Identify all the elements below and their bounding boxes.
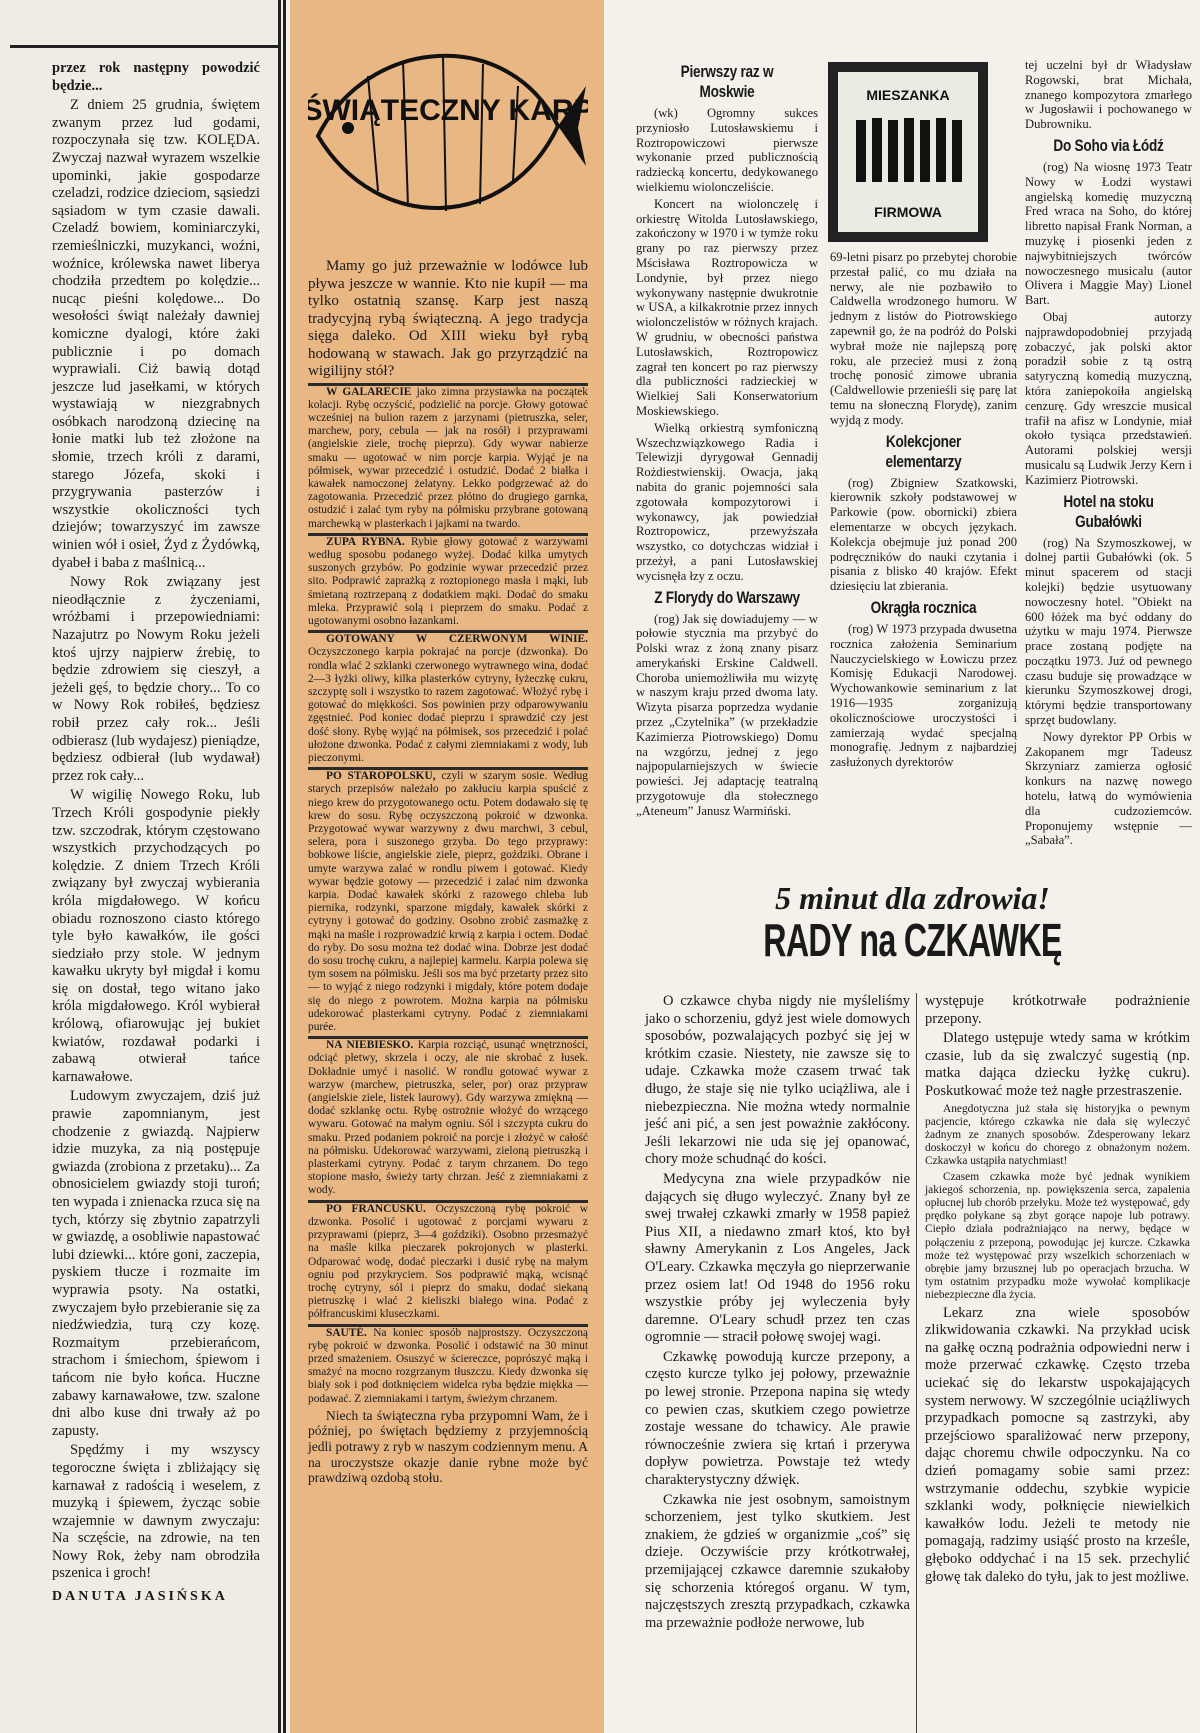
paragraph: (rog) Na wiosnę 1973 Teatr Nowy w Łodzi wystawi angielską komedię muzyczną Fred wraca na Soho, do której libretto napisał Frank Norman, a muzykę i piosenki jeden z najwybitniejszych twórców nowoczesnego musicalu (autor Olivera i Maggie May) Lionel Bart.	[1025, 159, 1192, 308]
fish-title-art	[308, 16, 588, 258]
article-hiccups	[635, 880, 1190, 1631]
recipe: PO STAROPOLSKU, czyli w szarym sosie. Według starych przepisów należało po zakłuciu karpia spuścić z niego krew do przygotowanego octu. Potem dodawało się tę krew do sosu. Rybę oczyszczoną pokroić w dzwonka. Przygotować wywar warzywny z dwu marchwi, 3 cebul, selera, pora i suszonego grzyba. Do tego przyprawy: bobkowe liście, angielskie ziele, pieprz, goździki. Obrane i umyte warzywa zalać w rondlu piwem i gotować. Kiedy wywar będzie gotowy — przecedzić i zalać nim dzwonka karpia. Dodać kawałek skórki z razowego chleba lub piernika, rodzynki, sparzone migdały, kawałek skórki z cytryny i gotować do godziny. Osobno zrobić zasmażkę z mąki na maśle i rozprowadzić krwią z karpia i octem. Dodać do ryby. Do sosu można też dodać wina. Dobrze jest dodać do sosu trochę cukru, a najlepiej karmelu. Karpia polewa się tym sosem na półmisku. Jeśli sos ma być przetarty przez sito — to wyjąć z niego rodzynki i migdały, które potem dodaje się do niego z powrotem. Można karpia na półmisku udekorować plasterkami cytryny. Podać z ziemniakami purée.	[308, 767, 588, 1034]
column-news-3	[1021, 58, 1196, 858]
paragraph: W wigilię Nowego Roku, lub Trzech Króli gospodynie piekły tzw. szczodrak, którym częstowano wszystkich przychodzących po kolędzie. Z dniem Trzech Króli związany był zwyczaj wybierania króla migdałowego. W końcu obiadu roznoszono ciasto którego tyle było kawałków, ile gości siedziało przy stole. W jednym kawałku ukryty był migdał i komu się on dostał, tego witano jako króla migdałowego. Król wybierał królową, ofiarowując jej bukiet kwiatów, rozdawał podarki i zabawą otwierał tańce karnawałowe.	[52, 787, 260, 1085]
paragraph: (rog) Jak się dowiadujemy — w połowie stycznia ma przybyć do Polski wraz z żoną znany pisarz amerykański Erskine Caldwell. Choroba uniemożliwiła mu wizytę w naszym kraju przed dwoma laty. Wizyta pisarza poprzedza wydanie przez „Czytelnika” (w przekładzie Kazimierza Piotrowskiego) Domu na wzgórzu, jednej z jego najpopularniejszych w świecie powieści. Jej adaptację teatralną przygotowuje dla stołecznego „Ateneum” Janusz Warmiński.	[636, 611, 818, 818]
paragraph: Medycyna zna wiele przypadków nie dających się długo wyleczyć. Znany był ze swej trwałej czkawki zmarły w 1958 papież Pius XII, a niedawno zmarł ktoś, kto był sławny Amerykanin z Los Angeles, Jack O'Leary. Czkawka męczyła go nieprzerwanie przez osiem lat! Od 1948 do 1956 roku wszystkie próby jej wyleczenia były daremne. O'Leary schudł przez ten czas ogromnie — stracił połowę swojej wagi.	[645, 1170, 910, 1346]
paragraph: Czasem czkawka może być jednak wynikiem jakiegoś schorzenia, np. powiększenia serca, zapalenia opłucnej lub chorób przełyku. Może też występować, gdy prędko połykane są zbyt gorące napoje lub potrawy. Ciepło działa podrażniająco na nerwy, będące w połączeniu z przeponą, powodując jej kurcze. Czkawka może też występować przy wszelkich schorzeniach w obrębie jamy brzusznej lub po operacjach brzucha. W tym ostatnim przypadku może wywołać komplikacje niebezpieczne dla życia.	[925, 1170, 1190, 1302]
paragraph: Lekarz zna wiele sposobów zlikwidowania czkawki. Na przykład ucisk na gałkę oczną podrażnia odpowiedni nerw i może przerwać czkawkę. Często trzeba uciekać się do lekarstw uspokajających system nerwowy. W szczególnie uciążliwych przypadkach pomocne są zastrzyki, aby przejściowo sparaliżować nerw przepony, dając choremu chwile odpoczynku. Na co dzień pomagamy sobie sami przez: wstrzymanie oddechu, szybkie wypicie szklanki wody, połknięcie niewielkich kawałków lodu. Jeżeli te metody nie pomagają, radzimy usiąść prosto na krześle, głęboko oddychać i na 15 sek. przechylić głowę tak daleko do tyłu, jak to jest możliwe.	[925, 1304, 1190, 1585]
headline: Hotel na stoku Gubałówki	[1063, 491, 1154, 531]
paragraph: Ludowym zwyczajem, dziś już prawie zapomnianym, jest chodzenie z gwiazdą. Najpierw idzie muzyka, za nią postępuje gwiazda (zrobiona z przetaku)... Za obnosicielem gwiazdy stoji turoń; ten wypada i znienacka rzuca się na tych, którzy się zbytnio zapatrzyli w gwiazdę, a osobliwie napastować lubi dziewki... które goni, zaczepia, pyskiem tłucze i rozmaite im wyprawia psoty. Na ostatki, zwyczajem było przebieranie się za niedźwiedzia, turą czy kozę. Rozmaitym przebierańcom, strachom i śmiechom, śpiewom i tańcom nie było końca. Huczne zabawy karnawałowe, tzw. szalone dni albo kuse dni trwały aż po zapusty.	[52, 1088, 260, 1439]
paragraph: Czkawkę powodują kurcze przepony, a często kurcze tylko jej połowy, przeważnie po lewej stronie. Przepona napina się wtedy co pewien czas, skutkiem czego powietrze zostaje wessane do tchawicy. Ale prawie równocześnie zwiera się krtań i przerywa dopływ powietrza. Powstaje też wtedy charakterystyczny dźwięk.	[645, 1348, 910, 1489]
paragraph: Z dniem 25 grudnia, świętem zwanym przez lud godami, rozpoczynała się tzw. KOLĘDA. Zwyczaj nazwał wyrazem wszelkie upominki, jakie gospodarze czeladzi, rodzice dzieciom, sąsiedzi sąsiadom w tym czasie dawali. Czeladź bowiem, kominiarczyki, rzemieślniczki, muzykanci, woźni, woźnice, królewska nawet liberya chodziła przedtem po kolędzie... nucąc pieśni kolędowe... Do wesołości świąt należały dawniej komiczne dyalogi, które żaki publicznie i po domach wyprawiali. Ciż bawią dotąd jeszcze lud jasełkami, w których wystawiają w niezgrabnych osóbkach narodzoną dziecinę na łonie matki lub też złożone na słomie, trzech króli z darami, starego Józefa, skoki i przygrywania pasterzów i wszystkie okoliczności tych dziejów; towarzyszyć im zawsze winien wół i osieł, Żyd z Żydówką, dyabeł i baba z maślnicą...	[52, 97, 260, 571]
paragraph: Koncert na wiolonczelę i orkiestrę Witolda Lutosławskiego, zakończony w 1970 i w tymże roku grany po raz pierwszy przez Mścisława Roztropowicza w Londynie, był przez niego wykonywany następnie dwukrotnie w USA, a kilkakrotnie przez innych wiolonczelistów w różnych krajach. W grudniu, w obecności państwa Lutosławskich, Roztropowicz zagrał ten koncert po raz pierwszy dla publiczności radzieckiej w Wielkiej Sali Konserwatorium Moskiewskiego.	[636, 196, 818, 418]
article-column-left	[645, 993, 910, 1634]
recipe: NA NIEBIESKO. Karpia rozciąć, usunąć wnętrzności, odciąć płetwy, skrzela i oczy, ale nie skrobać z łusek. Dokładnie umyć i nasolić. W rondlu gotować wywar z warzyw (marchew, pietruszka, seler, por) oraz przypraw (angielskie ziele, listek laurowy). Gdy warzywa zmiękną — dodać szklankę octu. Rybę ostrożnie włożyć do wrzącego wywaru. Gotować na małym ogniu. Sól i szczypta cukru do smaku. Przed podaniem pokroić na porcje i złożyć w całość na półmisku. Udekorować warzywami, zieloną pietruszką i plasterkami cytryny. Podać z tarym chrzanem. Do tego stopione masło, świeży tarty chrzan. Jeść z ziemniakami z wody.	[308, 1036, 588, 1197]
headline: Kolekcjoner elementarzy	[885, 431, 962, 471]
column-traditions	[0, 0, 286, 1733]
paragraph: Wielką orkiestrą symfoniczną Wszechzwiązkowego Radia i Telewizji dyrygował Gennadij Rożdiestwienskij. Owacja, jaką nabita do granic pojemności sala zgotowała kompozytorowi i wykonawcy, jak powiedział Roztropowicz, przewyższała wszystko, co dotychczas widział i przeżył, a pani Lutosławskiej wycisnęła łzy z oczu.	[636, 420, 818, 583]
column-karp	[290, 0, 604, 1733]
intro: Mamy go już przeważnie w lodówce lub pływa jeszcze w wannie. Kto nie kupił — ma tylko ostatnią szansę. Karp jest naszą tradycyjną rybą świąteczną. A jego tradycja sięga daleko. Od XIII wieku był rybą hodowaną w stawach. Jak go przyrządzić na wigilijny stół?	[308, 258, 588, 379]
fish-icon	[308, 16, 588, 258]
headline: Z Florydy do Warszawy	[654, 587, 800, 607]
paragraph: 69-letni pisarz po przebytej chorobie przestał palić, co mu działa na nerwy, ale nie pozbawiło to Caldwella wrodzonego humoru. W jednym z listów do Piotrowskiego zapewnił go, że na podróż do Polski wybrał może nie najlepszą porę roku, ale przecież musi z żoną trochę ponosić zimowe ubrania (Caldwellowie przenieśli się parę lat temu na słoneczną Florydę), zanim wyjdą z mody.	[830, 250, 1017, 427]
recipe: W GALARECIE jako zimna przystawka na początek kolacji. Rybę oczyścić, podzielić na porcje. Głowy gotować wcześniej na bulion razem z jarzynami (pietruszka, seler, marchew, pory, cebula — jak na rosół) i przyprawami (angielskie ziele, trochę pieprzu). Gdy wywar nabierze smaku — ugotować w nim porcje karpia. Wyjąć je na półmisek, wywar przecedzić i ostudzić. Dodać 2 białka i kawałek namoczonej żelatyny. Lekko podgrzewać aż do zagotowania. Przecedzić przez płótno do drugiego garnka, ostudzić i zalać tym ryby na półmisku przybrane gotowaną marchewką w plasterkach i jajkami na twardo.	[308, 383, 588, 531]
article-title: RADY na CZKAWKĘ	[763, 914, 1062, 966]
article-column-right	[925, 993, 1190, 1588]
recipe: ZUPA RYBNA. Rybie głowy gotować z warzywami według sposobu podanego wyżej. Dodać kilka umytych suszonych grzybów. Po godzinie wywar przecedzić przez sito. Podprawić zaprażką z roztopionego masła i mąki, lub śmietaną roztrzepaną z dodatkiem mąki. Dodać do smaku mleka. Przyprawić solą i pieprzem do smaku. Podać z ugotowanymi osobno łazankami.	[308, 533, 588, 628]
logo-top-text: MIESZANKA	[866, 87, 950, 103]
closing: Niech ta świąteczna ryba przypomni Wam, że i później, po świętach będziemy z przyjemnością jedli potrawy z ryb w naszym codziennym menu. A na uroczystsze okazje danie rybne może być prawdziwą ozdobą stołu.	[308, 1407, 588, 1486]
paragraph: (rog) Zbigniew Szatkowski, kierownik szkoły podstawowej w Parkowie (pow. obornicki) zbiera elementarze w obcych językach. Kolekcja obejmuje już ponad 200 podręczników do nauki czytania i pisania z blisko 40 krajów. Efekt dziesięciu lat zbierania.	[830, 475, 1017, 594]
column-news-2	[826, 250, 1021, 860]
logo-bottom-text: FIRMOWA	[874, 204, 942, 220]
paragraph: Obaj autorzy najprawdopodobniej przyjadą zobaczyć, jak polski aktor poradził sobie z tą ostrą satyryczną komedią muzyczną, która zaniepokoiła angielską cenzurę. Gdy wreszcie musical trafił na afisz w Londynie, miał około tysiąca przedstawień. Autorami polskiej wersji musicalu są Ludwik Jerzy Kern i Kazimierz Piotrowski.	[1025, 309, 1192, 487]
paragraph: Anegdotyczna już stała się historyjka o pewnym pacjencie, którego czkawka nie dała się wyleczyć żadnym ze znanych sposobów. Zdesperowany lekarz doskoczył w końcu do chorego z obnażonym nożem. Czkawka ustąpiła natychmiast!	[925, 1102, 1190, 1168]
headline: Do Soho via Łódź	[1053, 135, 1164, 155]
headline: Okrągła rocznica	[870, 597, 977, 617]
paragraph: występuje krótkotrwałe podrażnienie przepony.	[925, 993, 1190, 1027]
paragraph: Nowy dyrektor PP Orbis w Zakopanem mgr Tadeusz Skrzyniarz zamierza ogłosić konkurs na nazwę nowego hotelu, łatwą do wymówienia dla cudzoziemców. Proponujemy wstępnie — „Sabała”.	[1025, 729, 1192, 848]
paragraph: Czkawka nie jest osobnym, samoistnym schorzeniem, jest tylko skutkiem. Jest znakiem, że gdzieś w organizmie „coś” się dzieje. Oczywiście przy krótkotrwałej, przemijającej czkawce daremnie szukałoby się schorzenia któregoś organu. W tym, najczęstszych zresztą przypadkach, czkawka ma przeważnie podłoże nerwowe, lub	[645, 1491, 910, 1631]
paragraph: (wk) Ogromny sukces przyniosło Lutosławskiemu i Roztropowiczowi pierwsze wykonanie przed publicznością radziecką koncertu, dedykowanego wielkiemu wiolonczeliście.	[636, 106, 818, 194]
paragraph: Spędźmy i my wszyscy tegoroczne święta i zbliżający się karnawał z radością i weselem, z muzyką i śpiewem, życząc sobie wzajemnie w dawnym zwyczaju: Na sczęście, na zdrowie, na ten Nowy Rok, żeby nam obrodziła pszenica i groch!	[52, 1442, 260, 1582]
mieszanka-firmowa-logo	[828, 62, 988, 242]
paragraph: (rog) W 1973 przypada dwusetna rocznica założenia Seminarium Nauczycielskiego w Łowiczu przez Komisję Edukacji Narodowej. Wychowankowie seminarium z lat 1916—1935 zorganizują okolicznościowe uroczystości i zamierzają wydać specjalną monografię. Jednym z najbardziej zasłużonych dyrektorów	[830, 621, 1017, 770]
recipe: SAUTÉ. Na koniec sposób najprostszy. Oczyszczoną rybę pokroić w dzwonka. Posolić i odstawić na 30 minut przed smażeniem. Osuszyć w ściereczce, poprószyć mąką i smażyć na mocno rozgrzanym tłuszczu. Kiedy dzwonka się biały sok i pod dotknięciem widelca ryba będzie miękka — podawać. Z ziemniakami i tartym, świeżym chrzanem.	[308, 1324, 588, 1406]
recipe: PO FRANCUSKU. Oczyszczoną rybę pokroić w dzwonka. Posolić i ugotować z porcjami wywaru z przyprawami (pieprz, 3—4 goździki). Osobno przesmażyć na maśle kilka pieczarek pokrojonych w plasterki. Odparować wodę, dodać pieczarki i dusić rybę na małym ogniu pod przykryciem. Sos podprawić mąką, wcisnąć trochę cytryny, sól i pieprz do smaku, dodać siekaną pietruszkę i wlać 2 kieliszki białego wina. Podać z półfrancuskimi kluseczkami.	[308, 1200, 588, 1322]
paragraph: (rog) Na Szymoszkowej, w dolnej partii Gubałówki (ok. 5 minut spacerem od stacji kolejki) będzie usytuowany nowoczesny hotel. "Obiekt na 600 łóżek ma być oddany do użytku w maju 1974. Pierwsze prace zostaną podjęte na początku 1973. Już od pewnego czasu buduje się prowadzące w kierunku Szymoszkowej drogi, którymi będzie transportowany sprzęt budowlany.	[1025, 535, 1192, 728]
paragraph: przez rok następny powodzić będzie...	[52, 60, 260, 94]
author-signature: DANUTA JASIŃSKA	[52, 1589, 228, 1605]
paragraph: tej uczelni był dr Władysław Rogowski, brat Michała, znanego kompozytora zmarłego w Jugosławii i pochowanego w Dubrowniku.	[1025, 58, 1192, 132]
art-title-text: ŚWIĄTECZNY KARP	[308, 94, 588, 127]
paragraph: O czkawce chyba nigdy nie myśleliśmy jako o schorzeniu, gdyż jest wiele domowych sposobów, pozwalających pozbyć się jej w krótkim czasie. Niestety, nie zawsze się to udaje. Czkawka może czasem trwać tak długo, że staje się nie tylko uciążliwa, ale i niebezpieczna. Nie można wtedy normalnie jeść ani pić, a sen jest poważnie zakłócony. Jeśli lekarzowi nie uda się jej opanować, chory może schudnąć do kości.	[645, 993, 910, 1168]
kicker: 5 minut dla zdrowia!	[775, 880, 1050, 916]
paragraph: Dlatego ustępuje wtedy sama w krótkim czasie, lub da się zwalczyć sugestią (np. matka dająca dziecku łyżkę cukru). Poskutkować może też nagłe przestraszenie.	[925, 1030, 1190, 1099]
recipe: GOTOWANY W CZERWONYM WINIE. Oczyszczonego karpia pokrajać na porcje (dzwonka). Do rondla wlać 2 szklanki czerwonego wytrawnego wina, dodać 2—3 łyżki oliwy, kilka plasterków cytryny, łyżeczkę cukru, szczyptę soli i wszystko to razem zagotować. Włożyć rybę i gotować do miękkości. Sos powinien przy odparowywaniu zgęstnieć. Pod koniec dodać pieprzu i sprawdzić czy jest dość słony. Rybę wyjąć na półmisek, sos przecedzić i polać ułożone dzwonka. Podać z całymi ziemniakami z wody, lub pieczonymi.	[308, 630, 588, 765]
top-rule	[10, 45, 285, 48]
paragraph: Nowy Rok związany jest nieodłącznie z życzeniami, wróżbami i przepowiedniami: Nazajutrz po Nowym Roku jeżeli ktoś ujrzy najpierw źrebię, to będzie zdrowiem się cieszył, a jeżeli gęś, to będzie chory... To co w Nowy Rok robiłeś, będziesz robił przez cały rok... Jeśli odbierasz (lub wydajesz) pieniądze, będziesz odbierał (lub wydawał) przez rok cały...	[52, 574, 260, 784]
headline: Pierwszy raz w Moskwie	[680, 62, 774, 101]
column-news-1	[632, 58, 822, 858]
column-divider	[916, 993, 917, 1733]
